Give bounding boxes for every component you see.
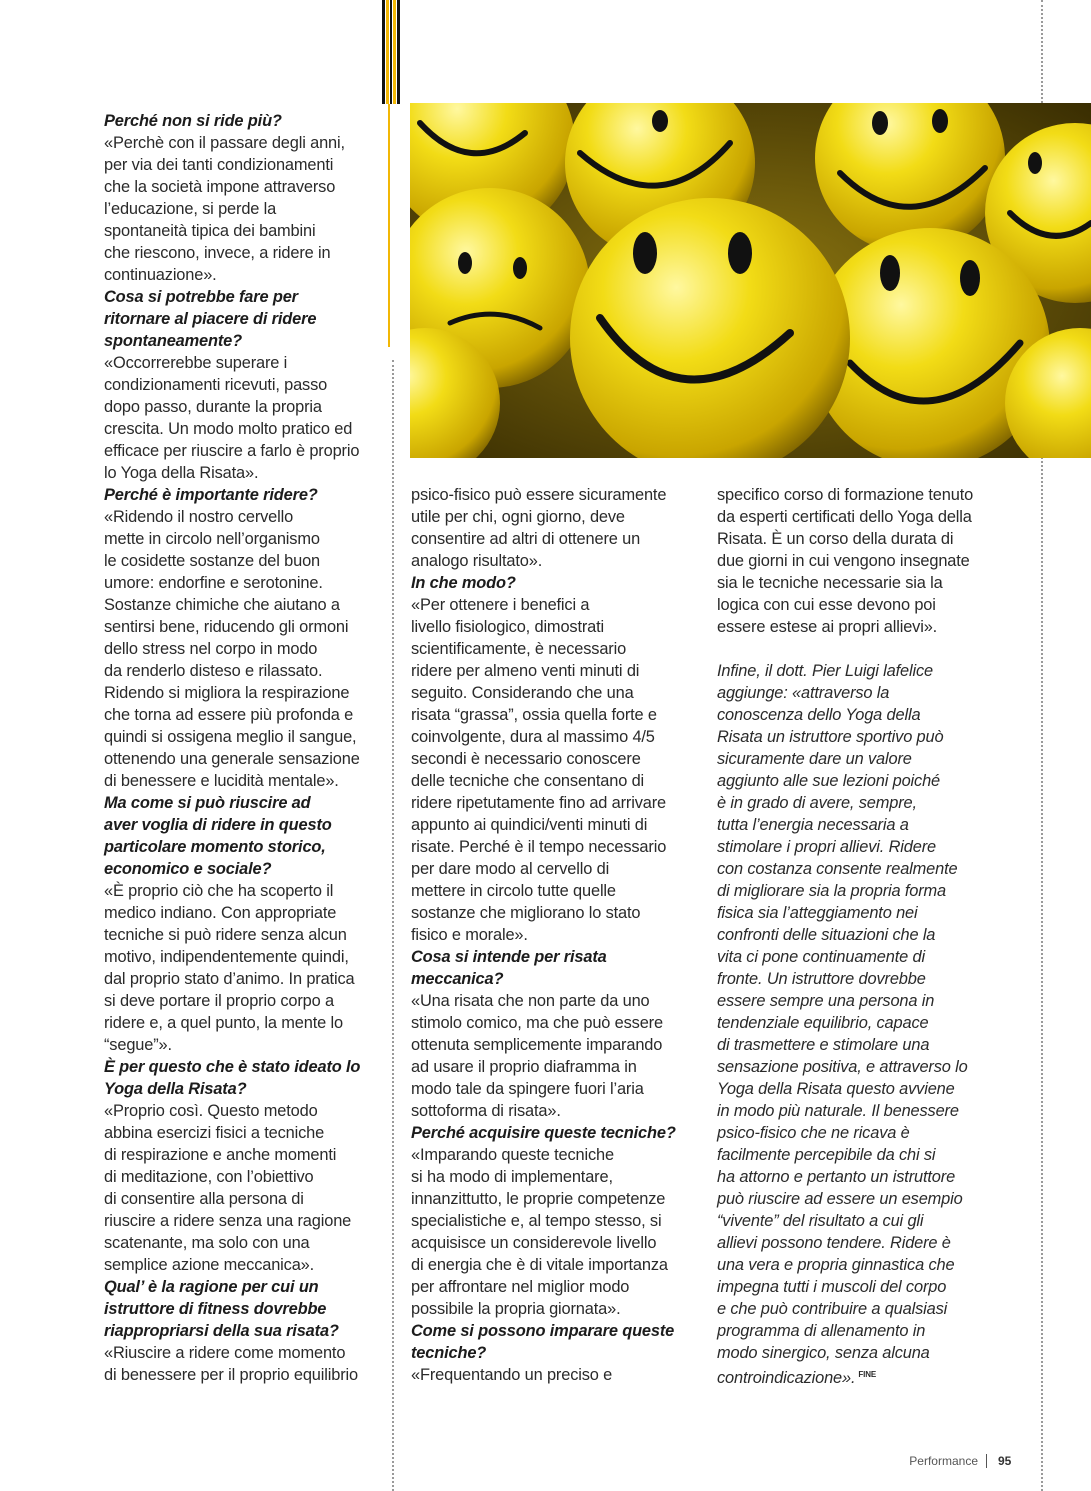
text-line: conoscenza dello Yoga della <box>717 706 921 724</box>
text-line: si deve portare il proprio corpo a <box>104 992 334 1010</box>
text-line: «Occorrerebbe superare i <box>104 354 288 372</box>
text-line: livello fisiologico, dimostrati <box>411 618 605 636</box>
answer-paragraph <box>104 880 379 1056</box>
text-line: che torna ad essere più profonda e <box>104 706 354 724</box>
answer-paragraph <box>104 1342 379 1386</box>
accent-bar-yellow-thin <box>388 104 390 347</box>
text-line: «Frequentando un preciso e <box>411 1366 613 1384</box>
text-line: per affrontare nel miglior modo <box>411 1278 630 1296</box>
text-line: semplice azione meccanica». <box>104 1256 315 1274</box>
accent-bar-black <box>397 0 400 104</box>
text-line: Risata un istruttore sportivo può <box>717 728 944 746</box>
text-column-2 <box>411 484 687 1386</box>
text-line: economico e sociale? <box>104 860 272 878</box>
text-line: abbina esercizi fisici a tecniche <box>104 1124 325 1142</box>
text-line: scatenante, ma solo con una <box>104 1234 310 1252</box>
text-line: «Perchè con il passare degli anni, <box>104 134 345 152</box>
text-line: essere sempre una persona in <box>717 992 935 1010</box>
text-line: sia le tecniche necessarie sia la <box>717 574 943 592</box>
question-heading <box>411 1122 687 1144</box>
text-line: con costanza consente realmente <box>717 860 958 878</box>
text-line: delle tecniche che consentano di <box>411 772 645 790</box>
answer-paragraph <box>411 484 687 572</box>
text-column-3 <box>717 484 991 1389</box>
text-line: quindi si ossigena meglio il sangue, <box>104 728 357 746</box>
text-line: fronte. Un istruttore dovrebbe <box>717 970 926 988</box>
text-line: spontaneamente? <box>104 332 243 350</box>
text-line: tecniche? <box>411 1344 487 1362</box>
text-line: Yoga della Risata? <box>104 1080 247 1098</box>
answer-paragraph <box>104 1100 379 1276</box>
text-line: per via dei tanti condizionamenti <box>104 156 334 174</box>
text-line: ad usare il proprio diaframma in <box>411 1058 637 1076</box>
text-line: Yoga della Risata questo avviene <box>717 1080 955 1098</box>
text-line: ha attorno e pertanto un istruttore <box>717 1168 956 1186</box>
text-line: in modo più naturale. Il benessere <box>717 1102 959 1120</box>
text-line: crescita. Un modo molto pratico ed <box>104 420 353 438</box>
answer-paragraph <box>411 1144 687 1320</box>
text-line: «Ridendo il nostro cervello <box>104 508 294 526</box>
text-line: È per questo che è stato ideato lo <box>104 1058 361 1076</box>
text-line: risata “grassa”, ossia quella forte e <box>411 706 657 724</box>
text-line: spontaneità tipica dei bambini <box>104 222 316 240</box>
text-line: specialistiche e, al tempo stesso, si <box>411 1212 662 1230</box>
accent-bar-black <box>390 0 392 104</box>
text-line: si ha modo di implementare, <box>411 1168 613 1186</box>
text-line: utile per chi, ogni giorno, deve <box>411 508 625 526</box>
text-line: che la società impone attraverso <box>104 178 336 196</box>
question-heading <box>411 572 687 594</box>
text-line: confronti delle situazioni che la <box>717 926 936 944</box>
answer-paragraph <box>104 352 379 484</box>
answer-paragraph <box>411 1364 687 1386</box>
text-line: modo sinergico, senza alcuna <box>717 1344 930 1362</box>
text-line: controindicazione». <box>717 1369 856 1387</box>
text-line: l’educazione, si perde la <box>104 200 277 218</box>
answer-paragraph <box>411 594 687 946</box>
text-line: tutta l’energia necessaria a <box>717 816 909 834</box>
text-line: programma di allenamento in <box>717 1322 926 1340</box>
text-line: dopo passo, durante la propria <box>104 398 322 416</box>
text-line: sostanze che migliorano lo stato <box>411 904 641 922</box>
column-separator <box>392 360 394 1491</box>
text-line: sottoforma di risata». <box>411 1102 561 1120</box>
text-line: secondi è necessario conoscere <box>411 750 641 768</box>
text-line: stimolo comico, ma che può essere <box>411 1014 663 1032</box>
text-line: motivo, indipendentemente quindi, <box>104 948 349 966</box>
text-line: vita ci pone continuamente di <box>717 948 925 966</box>
question-heading <box>104 110 379 132</box>
text-line: mette in circolo nell’organismo <box>104 530 320 548</box>
text-line: «Una risata che non parte da uno <box>411 992 650 1010</box>
text-line: ritornare al piacere di ridere <box>104 310 317 328</box>
text-line: Perché acquisire queste tecniche? <box>411 1124 676 1142</box>
text-line: mettere in circolo tutte quelle <box>411 882 616 900</box>
text-line: una vera e propria ginnastica che <box>717 1256 955 1274</box>
text-line: stimolare i propri allievi. Ridere <box>717 838 936 856</box>
text-line: dello stress nel corpo in modo <box>104 640 318 658</box>
text-line: Qual’ è la ragione per cui un <box>104 1278 319 1296</box>
paragraph-gap <box>717 638 991 660</box>
page-footer <box>878 1452 1028 1470</box>
text-line: sentirsi bene, riducendo gli ormoni <box>104 618 349 636</box>
text-line: «Riuscire a ridere come momento <box>104 1344 346 1362</box>
text-line: tendenziale equilibrio, capace <box>717 1014 929 1032</box>
end-mark: FINE <box>858 1370 877 1379</box>
text-line: aver voglia di ridere in questo <box>104 816 332 834</box>
text-line: analogo risultato». <box>411 552 543 570</box>
question-heading <box>104 792 379 880</box>
text-line: ridere ripetutamente fino ad arrivare <box>411 794 667 812</box>
text-line: Come si possono imparare queste <box>411 1322 675 1340</box>
text-line: facilmente percepibile da chi si <box>717 1146 936 1164</box>
answer-paragraph <box>104 506 379 792</box>
question-heading <box>104 1276 379 1342</box>
accent-bar-yellow <box>393 0 396 104</box>
text-line: «Proprio così. Questo metodo <box>104 1102 318 1120</box>
text-line: lo Yoga della Risata». <box>104 464 259 482</box>
question-heading <box>104 484 379 506</box>
question-heading <box>411 1320 687 1364</box>
accent-bar-black <box>382 0 385 104</box>
text-line: di migliorare sia la propria forma <box>717 882 947 900</box>
text-line: di respirazione e anche momenti <box>104 1146 337 1164</box>
text-line: logica con cui esse devono poi <box>717 596 936 614</box>
text-line: le cosidette sostanze del buon <box>104 552 321 570</box>
text-line: Infine, il dott. Pier Luigi lafelice <box>717 662 933 680</box>
text-line: e che può contribuire a qualsiasi <box>717 1300 948 1318</box>
answer-paragraph <box>411 990 687 1122</box>
text-line: scientificamente, è necessario <box>411 640 627 658</box>
text-line: Risata. È un corso della durata di <box>717 530 954 548</box>
text-line: seguito. Considerando che una <box>411 684 634 702</box>
text-line: «È proprio ciò che ha scoperto il <box>104 882 334 900</box>
text-line: consentire ad altri di ottenere un <box>411 530 641 548</box>
text-line: per dare modo al cervello di <box>411 860 610 878</box>
text-column-1 <box>104 110 379 1386</box>
text-line: ottenuta semplicemente imparando <box>411 1036 663 1054</box>
magazine-name: Performance <box>909 1454 978 1468</box>
text-line: psico-fisico può essere sicuramente <box>411 486 667 504</box>
footer-divider <box>986 1454 987 1468</box>
text-line: condizionamenti ricevuti, passo <box>104 376 328 394</box>
text-line: da esperti certificati dello Yoga della <box>717 508 972 526</box>
text-line: aggiunge: «attraverso la <box>717 684 890 702</box>
text-line: ottenendo una generale sensazione <box>104 750 360 768</box>
text-line: continuazione». <box>104 266 217 284</box>
text-line: Ridendo si migliora la respirazione <box>104 684 350 702</box>
text-line: sensazione positiva, e attraverso lo <box>717 1058 968 1076</box>
text-line: sicuramente dare un valore <box>717 750 912 768</box>
text-line: «Imparando queste tecniche <box>411 1146 614 1164</box>
text-line: innanzittutto, le proprie competenze <box>411 1190 666 1208</box>
text-line: coinvolgente, dura al massimo 4/5 <box>411 728 655 746</box>
text-line: istruttore di fitness dovrebbe <box>104 1300 327 1318</box>
text-line: «Per ottenere i benefici a <box>411 596 590 614</box>
text-line: meccanica? <box>411 970 504 988</box>
text-line: risate. Perché è il tempo necessario <box>411 838 667 856</box>
text-line: di trasmettere e stimolare una <box>717 1036 930 1054</box>
text-line: fisico e morale». <box>411 926 528 944</box>
text-line: tecniche si può ridere senza alcun <box>104 926 347 944</box>
text-line: acquisisce un considerevole livello <box>411 1234 657 1252</box>
text-line: aggiunto alle sue lezioni poiché <box>717 772 941 790</box>
text-line: psico-fisico che ne ricava è <box>717 1124 910 1142</box>
text-line: particolare momento storico, <box>104 838 326 856</box>
text-line: modo tale da spingere fuori l’aria <box>411 1080 644 1098</box>
text-line: può riuscire ad essere un esempio <box>717 1190 963 1208</box>
closing-quote-paragraph <box>717 660 991 1389</box>
text-line: dal proprio stato d’animo. In pratica <box>104 970 355 988</box>
text-line: possibile la propria giornata». <box>411 1300 621 1318</box>
answer-paragraph <box>104 132 379 286</box>
text-line: di consentire alla persona di <box>104 1190 304 1208</box>
text-line: riuscire a ridere senza una ragione <box>104 1212 352 1230</box>
question-heading <box>104 286 379 352</box>
text-line: Sostanze chimiche che aiutano a <box>104 596 340 614</box>
text-line: che riescono, invece, a ridere in <box>104 244 331 262</box>
text-line: di meditazione, con l’obiettivo <box>104 1168 314 1186</box>
text-line: In che modo? <box>411 574 516 592</box>
text-line: impegna tutti i muscoli del corpo <box>717 1278 947 1296</box>
text-line: umore: endorfine e serotonine. <box>104 574 323 592</box>
text-line: due giorni in cui vengono insegnate <box>717 552 970 570</box>
text-line: ridere per almeno venti minuti di <box>411 662 640 680</box>
text-line: Ma come si può riuscire ad <box>104 794 311 812</box>
text-line: Perché non si ride più? <box>104 112 282 130</box>
text-line: Cosa si intende per risata <box>411 948 607 966</box>
smiley-balls-image <box>410 103 1091 458</box>
question-heading <box>411 946 687 990</box>
text-line: Perché è importante ridere? <box>104 486 318 504</box>
page-number: 95 <box>998 1454 1012 1468</box>
text-line: riappropriarsi della sua risata? <box>104 1322 339 1340</box>
text-line: fisica sia l’atteggiamento nei <box>717 904 918 922</box>
text-line: “segue”». <box>104 1036 172 1054</box>
text-line: ridere e, a quel punto, la mente lo <box>104 1014 343 1032</box>
text-line: Cosa si potrebbe fare per <box>104 288 298 306</box>
text-line: medico indiano. Con appropriate <box>104 904 337 922</box>
text-line: di benessere per il proprio equilibrio <box>104 1366 358 1384</box>
text-line: specifico corso di formazione tenuto <box>717 486 974 504</box>
text-line: è in grado di avere, sempre, <box>717 794 917 812</box>
question-heading <box>104 1056 379 1100</box>
text-line: appunto ai quindici/venti minuti di <box>411 816 648 834</box>
text-line: efficace per riuscire a farlo è proprio <box>104 442 360 460</box>
text-line: allievi possono tendere. Ridere è <box>717 1234 951 1252</box>
text-line: essere estese ai propri allievi». <box>717 618 938 636</box>
text-line: di benessere e lucidità mentale». <box>104 772 339 790</box>
text-line: di energia che è di vitale importanza <box>411 1256 668 1274</box>
text-line: “vivente” del risultato a cui gli <box>717 1212 924 1230</box>
text-line: da renderlo disteso e rilassato. <box>104 662 323 680</box>
accent-bar-yellow <box>386 0 389 104</box>
answer-paragraph <box>717 484 991 638</box>
